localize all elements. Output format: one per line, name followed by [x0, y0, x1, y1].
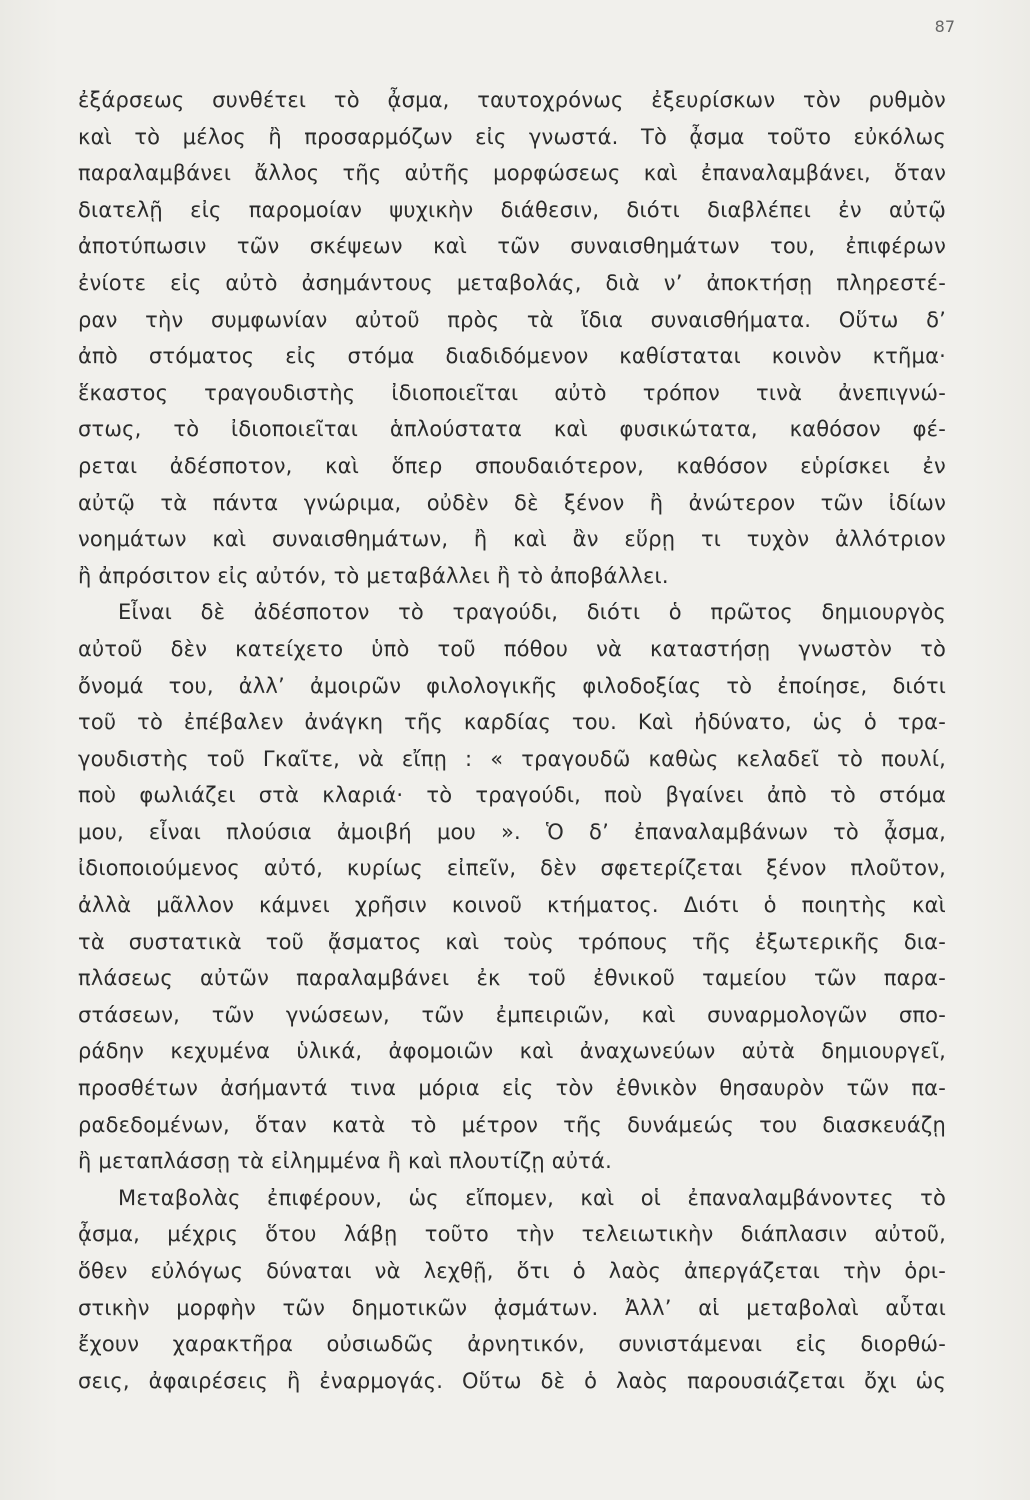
- text-line: ἐνίοτε εἰς αὐτὸ ἀσημάντους μεταβολάς, διὰ ν’ ἀποκτήσῃ πληρεστέ-: [78, 270, 946, 295]
- text-line: ὅθεν εὐλόγως δύναται νὰ λεχθῇ, ὅτι ὁ λαὸς ἀπεργάζεται τὴν ὁρι-: [78, 1259, 946, 1283]
- body-text: [78, 82, 946, 1399]
- text-line: στικὴν μορφὴν τῶν δημοτικῶν ᾀσμάτων. Ἀλλ’ αἱ μεταβολαὶ αὗται: [78, 1295, 946, 1320]
- text-line: νοημάτων καὶ συναισθημάτων, ἢ καὶ ἂν εὕρῃ τι τυχὸν ἀλλότριον: [78, 527, 946, 552]
- text-line: προσθέτων ἀσήμαντά τινα μόρια εἰς τὸν ἐθνικὸν θησαυρὸν τῶν πα-: [78, 1076, 946, 1101]
- text-line: ἕκαστος τραγουδιστὴς ἰδιοποιεῖται αὐτὸ τρόπον τινὰ ἀνεπιγνώ-: [78, 380, 946, 405]
- text-line: ποὺ φωλιάζει στὰ κλαριά· τὸ τραγούδι, ποὺ βγαίνει ἀπὸ τὸ στόμα: [78, 783, 946, 808]
- paragraph-end-line: ἢ μεταπλάσσῃ τὰ εἰλημμένα ἢ καὶ πλουτίζῃ αὐτά.: [78, 1149, 612, 1174]
- text-line: καὶ τὸ μέλος ἢ προσαρμόζων εἰς γνωστά. Τὸ ᾆσμα τοῦτο εὐκόλως: [78, 124, 946, 149]
- text-line: ἀλλὰ μᾶλλον κάμνει χρῆσιν κοινοῦ κτήματος. Διότι ὁ ποιητὴς καὶ: [78, 893, 946, 918]
- text-line: σεις, ἀφαιρέσεις ἢ ἐναρμογάς. Οὕτω δὲ ὁ λαὸς παρουσιάζεται ὄχι ὡς: [78, 1368, 946, 1393]
- text-line: ἀποτύπωσιν τῶν σκέψεων καὶ τῶν συναισθημάτων του, ἐπιφέρων: [78, 234, 946, 259]
- page-number: 87: [934, 17, 955, 36]
- text-line: στάσεων, τῶν γνώσεων, τῶν ἐμπειριῶν, καὶ συναρμολογῶν σπο-: [78, 1002, 946, 1027]
- text-line: μου, εἶναι πλούσια ἀμοιβή μου ». Ὁ δ’ ἐπαναλαμβάνων τὸ ᾆσμα,: [78, 819, 946, 844]
- text-line: ραδεδομένων, ὅταν κατὰ τὸ μέτρον τῆς δυνάμεώς του διασκευάζῃ: [78, 1112, 946, 1137]
- text-line: ἔχουν χαρακτῆρα οὐσιωδῶς ἀρνητικόν, συνιστάμεναι εἰς διορθώ-: [78, 1332, 946, 1357]
- text-line: τὰ συστατικὰ τοῦ ᾄσματος καὶ τοὺς τρόπους τῆς ἐξωτερικῆς δια-: [78, 929, 946, 954]
- text-line: ρεται ἀδέσποτον, καὶ ὅπερ σπουδαιότερον, καθόσον εὑρίσκει ἐν: [78, 453, 946, 478]
- text-line: πλάσεως αὐτῶν παραλαμβάνει ἐκ τοῦ ἐθνικοῦ ταμείου τῶν παρα-: [78, 966, 946, 991]
- text-line: στως, τὸ ἰδιοποιεῖται ἁπλούστατα καὶ φυσικώτατα, καθόσον φέ-: [78, 417, 946, 442]
- text-line: ἰδιοποιούμενος αὐτό, κυρίως εἰπεῖν, δὲν σφετερίζεται ξένον πλοῦτον,: [78, 856, 946, 881]
- text-line: ραν τὴν συμφωνίαν αὐτοῦ πρὸς τὰ ἴδια συναισθήματα. Οὕτω δ’: [78, 307, 946, 332]
- paragraph-start-line: Μεταβολὰς ἐπιφέρουν, ὡς εἴπομεν, καὶ οἱ ἐπαναλαμβάνοντες τὸ: [118, 1185, 946, 1210]
- text-line: παραλαμβάνει ἄλλος τῆς αὐτῆς μορφώσεως καὶ ἐπαναλαμβάνει, ὅταν: [78, 161, 946, 186]
- text-line: γουδιστὴς τοῦ Γκαῖτε, νὰ εἴπῃ : « τραγουδῶ καθὼς κελαδεῖ τὸ πουλί,: [78, 746, 946, 771]
- text-line: ὄνομά του, ἀλλ’ ἀμοιρῶν φιλολογικῆς φιλοδοξίας τὸ ἐποίησε, διότι: [78, 673, 946, 698]
- text-line: ᾆσμα, μέχρις ὅτου λάβῃ τοῦτο τὴν τελειωτικὴν διάπλασιν αὐτοῦ,: [78, 1222, 946, 1247]
- text-line: ράδην κεχυμένα ὑλικά, ἀφομοιῶν καὶ ἀναχωνεύων αὐτὰ δημιουργεῖ,: [78, 1039, 946, 1064]
- text-line: τοῦ τὸ ἐπέβαλεν ἀνάγκη τῆς καρδίας του. Καὶ ἠδύνατο, ὡς ὁ τρα-: [78, 710, 946, 735]
- text-line: αὐτῷ τὰ πάντα γνώριμα, οὐδὲν δὲ ξένον ἢ ἀνώτερον τῶν ἰδίων: [78, 490, 946, 515]
- text-line: διατελῇ εἰς παρομοίαν ψυχικὴν διάθεσιν, διότι διαβλέπει ἐν αὐτῷ: [78, 197, 946, 222]
- text-line: ἐξάρσεως συνθέτει τὸ ᾆσμα, ταυτοχρόνως ἐξευρίσκων τὸν ρυθμὸν: [78, 88, 946, 112]
- paragraph-end-line: ἢ ἀπρόσιτον εἰς αὐτόν, τὸ μεταβάλλει ἢ τὸ ἀποβάλλει.: [78, 563, 669, 588]
- text-line: ἀπὸ στόματος εἰς στόμα διαδιδόμενον καθίσταται κοινὸν κτῆμα·: [78, 344, 946, 369]
- text-line: αὐτοῦ δὲν κατείχετο ὑπὸ τοῦ πόθου νὰ καταστήσῃ γνωστὸν τὸ: [78, 636, 946, 661]
- paragraph-start-line: Εἶναι δὲ ἀδέσποτον τὸ τραγούδι, διότι ὁ πρῶτος δημιουργὸς: [118, 600, 946, 625]
